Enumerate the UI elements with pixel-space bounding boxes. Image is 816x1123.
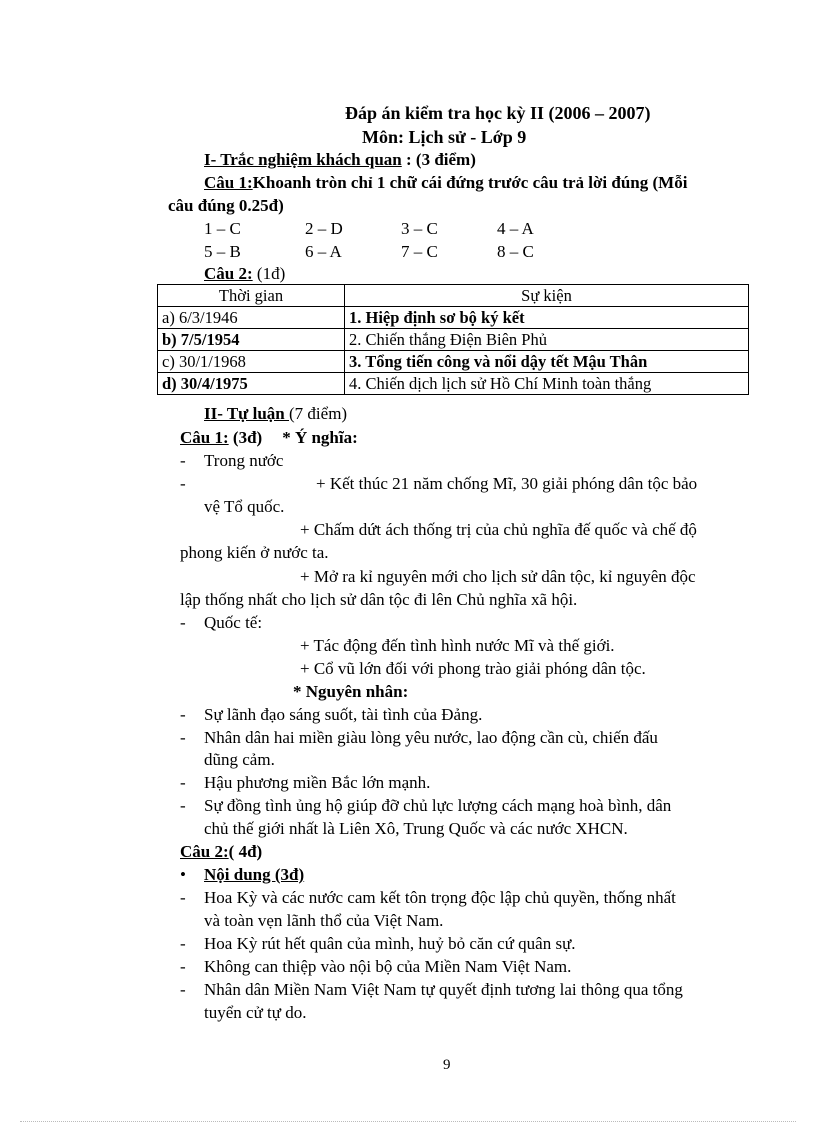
domestic-point-1: + Kết thúc 21 năm chống Mĩ, 30 giải phóng dân tộc bảo — [316, 474, 698, 493]
page-number: 9 — [443, 1057, 451, 1073]
international-point-1: + Tác động đến tình hình nước Mĩ và thế giới. — [300, 636, 615, 655]
events-table — [157, 284, 749, 395]
answer-8: 8 – C — [497, 242, 534, 261]
cause-2-cont: dũng cảm. — [204, 750, 275, 769]
essay1-label: Câu 1: — [180, 428, 229, 447]
cau2-line — [204, 263, 285, 285]
cell-time: a) 6/3/1946 — [158, 307, 345, 329]
dash-marker: - — [180, 773, 186, 792]
cause-2: Nhân dân hai miền giàu lòng yêu nước, lao động cần cù, chiến đấu — [204, 728, 658, 747]
page-bottom-border — [20, 1121, 796, 1122]
table-row — [158, 373, 749, 395]
table-row — [158, 307, 749, 329]
domestic-point-2-cont: phong kiến ở nước ta. — [180, 543, 329, 562]
essay2-line — [180, 841, 262, 863]
meaning-heading: * Ý nghĩa: — [282, 428, 358, 447]
domestic-point-3-cont: lập thống nhất cho lịch sử dân tộc đi lên Chủ nghĩa xã hội. — [180, 590, 578, 609]
content-point-2: Hoa Kỳ rút hết quân của mình, huỷ bỏ căn cứ quân sự. — [204, 934, 576, 953]
content-point-1: Hoa Kỳ và các nước cam kết tôn trọng độc lập chủ quyền, thống nhất — [204, 888, 676, 907]
cau1-text-cont: câu đúng 0.25đ) — [168, 196, 284, 215]
international-label: Quốc tế: — [204, 613, 263, 632]
dash-marker: - — [180, 980, 186, 999]
answer-5: 5 – B — [204, 242, 241, 261]
answer-6: 6 – A — [305, 242, 342, 261]
table-header-row — [158, 285, 749, 307]
cau1-label: Câu 1: — [204, 173, 253, 192]
cell-event: 1. Hiệp định sơ bộ ký kết — [345, 307, 749, 329]
essay2-points: ( 4đ) — [228, 842, 263, 861]
domestic-label: Trong nước — [204, 451, 284, 470]
essay1-line — [180, 427, 358, 449]
bullet-marker: • — [180, 865, 186, 884]
cell-event: 2. Chiến thắng Điện Biên Phủ — [345, 329, 749, 351]
cause-heading: * Nguyên nhân: — [293, 682, 409, 701]
doc-title: Đáp án kiểm tra học kỳ II (2006 – 2007) — [345, 103, 651, 123]
content-point-4-cont: tuyển cử tự do. — [204, 1003, 307, 1022]
cau2-points: (1đ) — [252, 264, 286, 283]
part1-title: I- Trắc nghiệm khách quan — [204, 150, 402, 169]
domestic-point-3: + Mở ra kỉ nguyên mới cho lịch sử dân tộc, kỉ nguyên độc — [300, 567, 696, 586]
answer-2: 2 – D — [305, 219, 343, 238]
part2-points: (7 điểm) — [289, 404, 348, 423]
dash-marker: - — [180, 451, 186, 470]
domestic-point-2: + Chấm dứt ách thống trị của chủ nghĩa đế quốc và chế độ — [300, 520, 697, 539]
essay2-label: Câu 2: — [180, 842, 229, 861]
dash-marker: - — [180, 888, 186, 907]
domestic-point-1-cont: vệ Tổ quốc. — [204, 497, 285, 516]
cell-event: 3. Tổng tiến công và nổi dậy tết Mậu Thân — [345, 351, 749, 373]
dash-marker: - — [180, 705, 186, 724]
dash-marker: - — [180, 613, 186, 632]
essay1-points: (3đ) — [228, 428, 263, 447]
cell-time: b) 7/5/1954 — [158, 329, 345, 351]
part1-points: : (3 điểm) — [401, 150, 476, 169]
cell-time: d) 30/4/1975 — [158, 373, 345, 395]
content-heading: Nội dung (3đ) — [204, 865, 305, 884]
cau1-text: Khoanh tròn chỉ 1 chữ cái đứng trước câu trả lời đúng (Mỗi — [252, 173, 688, 192]
cause-4-cont: chủ thế giới nhất là Liên Xô, Trung Quốc và các nước XHCN. — [204, 819, 628, 838]
content-point-1-cont: và toàn vẹn lãnh thổ của Việt Nam. — [204, 911, 444, 930]
answer-7: 7 – C — [401, 242, 438, 261]
dash-marker: - — [180, 796, 186, 815]
answer-3: 3 – C — [401, 219, 438, 238]
content-point-3: Không can thiệp vào nội bộ của Miền Nam Việt Nam. — [204, 957, 572, 976]
dash-marker: - — [180, 474, 186, 493]
table-row — [158, 351, 749, 373]
answer-4: 4 – A — [497, 219, 534, 238]
cau2-label: Câu 2: — [204, 264, 253, 283]
part2-title: II- Tự luận — [204, 404, 290, 423]
part1-heading — [204, 149, 476, 171]
header-event: Sự kiện — [345, 285, 749, 307]
answer-1: 1 – C — [204, 219, 241, 238]
dash-marker: - — [180, 934, 186, 953]
cause-3: Hậu phương miền Bắc lớn mạnh. — [204, 773, 431, 792]
dash-marker: - — [180, 728, 186, 747]
cause-1: Sự lãnh đạo sáng suốt, tài tình của Đảng. — [204, 705, 483, 724]
international-point-2: + Cổ vũ lớn đối với phong trào giải phóng dân tộc. — [300, 659, 646, 678]
cause-4: Sự đồng tình ủng hộ giúp đỡ chủ lực lượng cách mạng hoà bình, dân — [204, 796, 672, 815]
cau1-line — [204, 172, 687, 194]
cell-time: c) 30/1/1968 — [158, 351, 345, 373]
doc-subtitle: Môn: Lịch sử - Lớp 9 — [362, 127, 527, 147]
header-time: Thời gian — [158, 285, 345, 307]
content-point-4: Nhân dân Miền Nam Việt Nam tự quyết định tương lai thông qua tổng — [204, 980, 683, 999]
part2-heading — [204, 403, 347, 425]
table-row — [158, 329, 749, 351]
dash-marker: - — [180, 957, 186, 976]
cell-event: 4. Chiến dịch lịch sử Hồ Chí Minh toàn thắng — [345, 373, 749, 395]
